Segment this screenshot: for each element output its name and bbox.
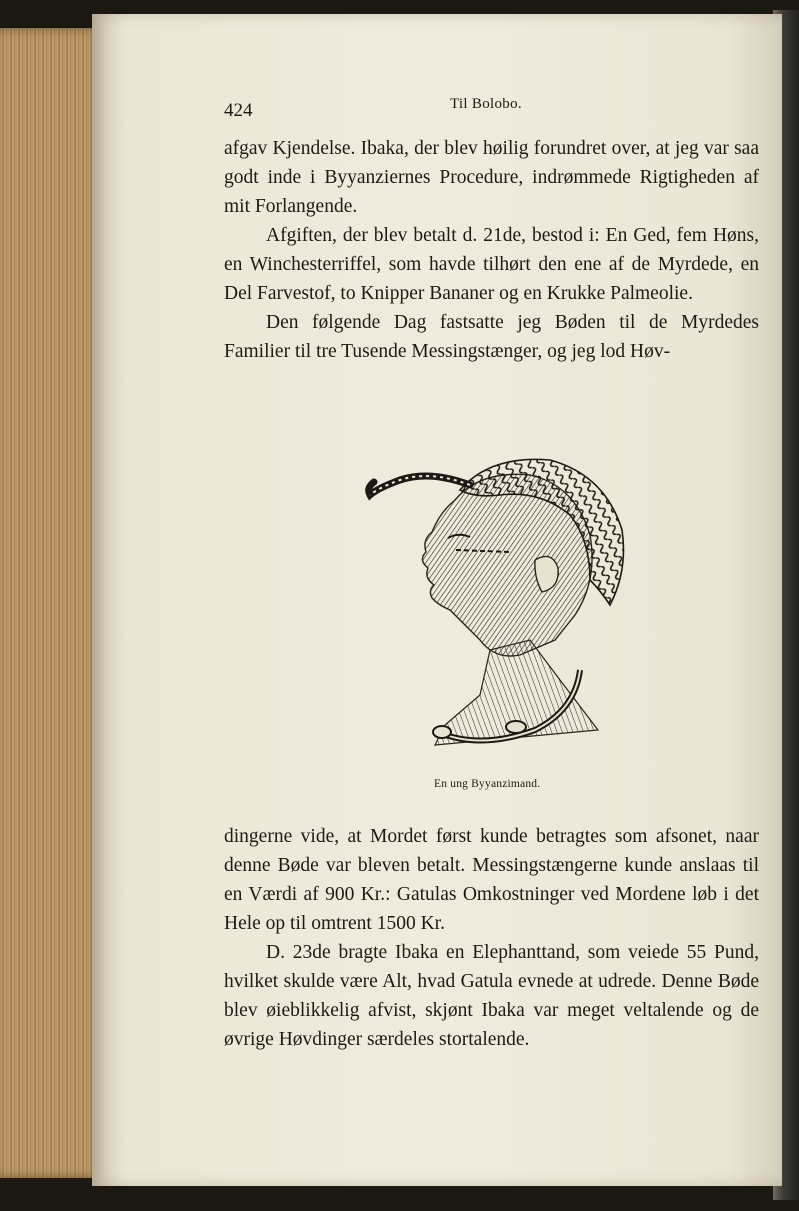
paragraph: D. 23de bragte Ibaka en Elephanttand, som veiede 55 Pund, hvilket skulde være Alt, hvad Gatula evnede at udrede. Denne Bøde blev øieblikkelig afvist, skjønt Ibaka var meget veltalende og de øvrige Høvdinger særdeles stortalende. <box>224 942 759 1050</box>
figure-caption: En ung Byyanzimand. <box>434 778 541 790</box>
paragraph: Afgiften, der blev betalt d. 21de, bestod i: En Ged, fem Høns, en Winchesterriffel, som havde tilhørt den ene af de Myrdede, en Del Farvestof, to Knipper Bananer og en Krukke Palmeolie. <box>224 225 759 304</box>
page-number: 424 <box>224 100 253 121</box>
text-block-bottom <box>224 822 759 1054</box>
running-head: Til Bolobo. <box>450 96 522 112</box>
text-block-top <box>224 134 759 366</box>
engraved-head-portrait-icon <box>360 440 640 770</box>
paragraph: Den følgende Dag fastsatte jeg Bøden til de Myrdedes Familier til tre Tusende Messingstænger, og jeg lod Høv- <box>224 312 759 362</box>
paragraph: dingerne vide, at Mordet først kunde betragtes som afsonet, naar denne Bøde var bleven betalt. Messingstængerne kunde anslaas til en Værdi af 900 Kr.: Gatulas Omkostninger ved Mordene løb i det Hele op til omtrent 1500 Kr. <box>224 826 759 934</box>
paragraph: afgav Kjendelse. Ibaka, der blev høilig forundret over, at jeg var saa godt inde i Byyanziernes Procedure, indrømmede Rigtigheden af mit Forlangende. <box>224 138 759 217</box>
